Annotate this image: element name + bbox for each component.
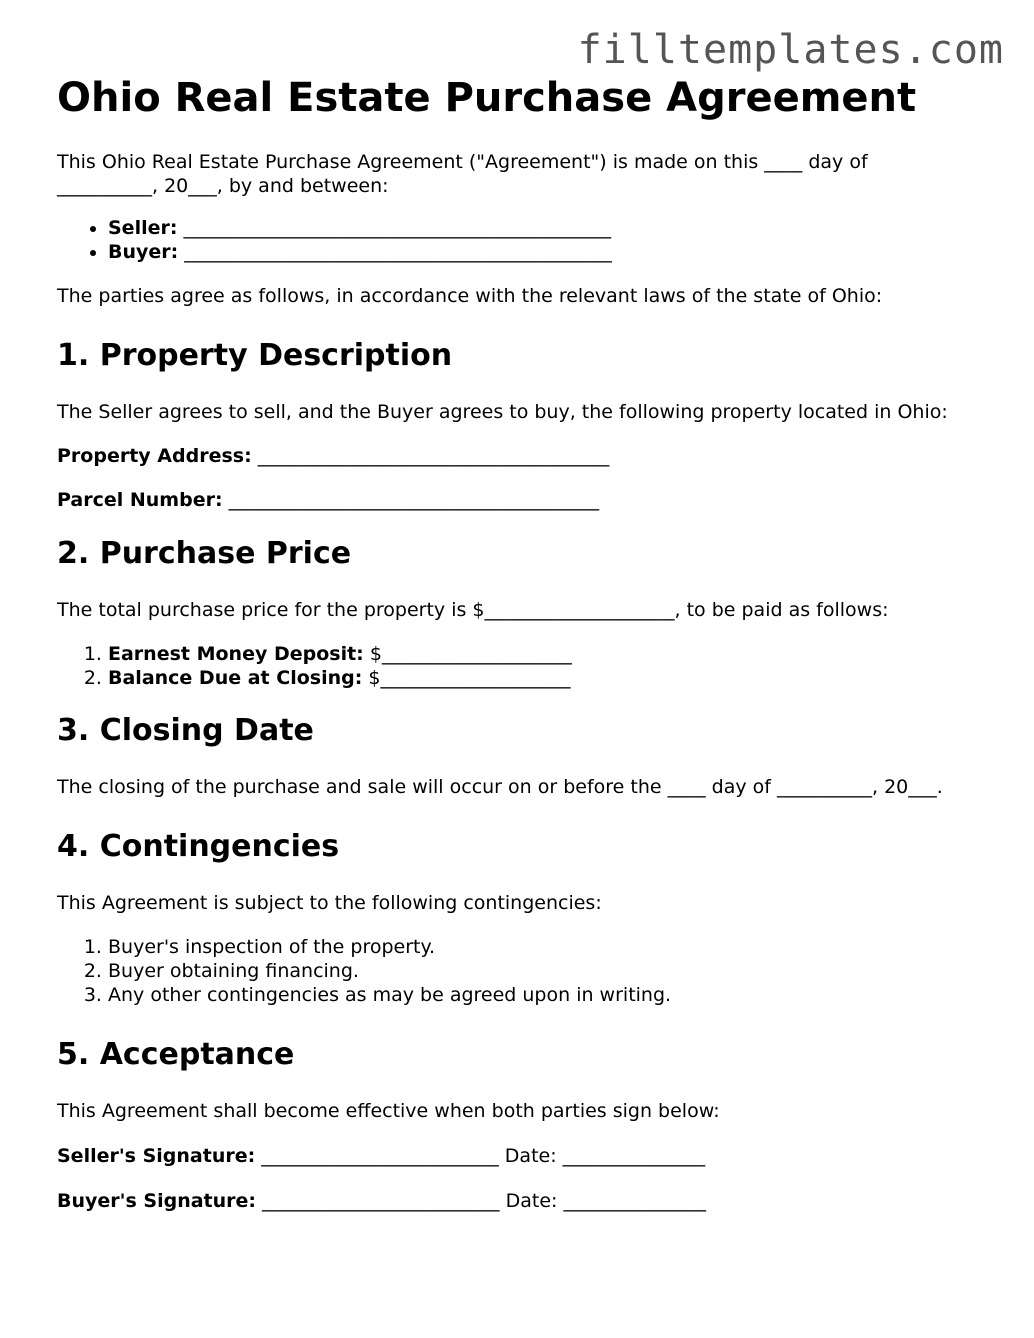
property-address-label: Property Address: [57,445,252,467]
section-heading-property: 1. Property Description [57,338,453,373]
seller-signature-label: Seller's Signature: [57,1145,256,1167]
list-item [108,642,957,666]
seller-signature-line [57,1144,957,1168]
balance-due-label: Balance Due at Closing: [108,667,363,689]
list-item: 1. Buyer's inspection of the property. [108,935,957,959]
list-item [108,666,957,690]
section-heading-contingencies: 4. Contingencies [57,829,340,864]
property-paragraph: The Seller agrees to sell, and the Buyer agrees to buy, the following property located in Ohio: [57,401,948,423]
seller-signature-blank: _________________________ [261,1145,499,1167]
buyer-label: Buyer: [108,241,179,263]
buyer-signature-blank: _________________________ [262,1190,500,1212]
buyer-date-blank: _______________ [563,1190,706,1212]
list-item [108,216,957,240]
list-item: 3. Any other contingencies as may be agreed upon in writing. [108,983,957,1007]
parties-list [57,216,957,264]
seller-label: Seller: [108,217,178,239]
document [57,74,957,1213]
watermark: filltemplates.com [577,27,1004,73]
buyer-blank: _____________________________________________ [184,241,612,263]
list-item [108,240,957,264]
parcel-number-blank: _______________________________________ [228,489,600,511]
acceptance-paragraph: This Agreement shall become effective when both parties sign below: [57,1100,720,1122]
list-item: 2. Buyer obtaining financing. [108,959,957,983]
page-title: Ohio Real Estate Purchase Agreement [57,75,917,121]
property-address-blank: _____________________________________ [257,445,610,467]
parcel-number-line [57,488,957,512]
earnest-money-label: Earnest Money Deposit: [108,643,364,665]
contingencies-paragraph: This Agreement is subject to the following contingencies: [57,892,602,914]
closing-paragraph: The closing of the purchase and sale will occur on or before the ____ day of __________, 20___. [57,776,943,798]
property-address-line [57,444,957,468]
section-heading-closing: 3. Closing Date [57,713,314,748]
section-heading-price: 2. Purchase Price [57,536,352,571]
seller-date-label: Date: [504,1145,557,1167]
buyer-signature-label: Buyer's Signature: [57,1190,256,1212]
balance-due-blank: $____________________ [368,667,571,689]
buyer-date-label: Date: [505,1190,558,1212]
parties-agree-paragraph: The parties agree as follows, in accordance with the relevant laws of the state of Ohio: [57,285,883,307]
buyer-signature-line [57,1189,957,1213]
price-paragraph: The total purchase price for the property is $____________________, to be paid as follows: [57,599,889,621]
parcel-number-label: Parcel Number: [57,489,223,511]
section-heading-acceptance: 5. Acceptance [57,1037,295,1072]
seller-blank: _____________________________________________ [183,217,611,239]
earnest-money-blank: $____________________ [369,643,572,665]
payment-list [57,642,957,690]
contingencies-list [57,935,957,1007]
intro-paragraph: This Ohio Real Estate Purchase Agreement ("Agreement") is made on this ____ day of __________, 20___, by and between: [57,151,868,197]
seller-date-blank: _______________ [562,1145,706,1167]
